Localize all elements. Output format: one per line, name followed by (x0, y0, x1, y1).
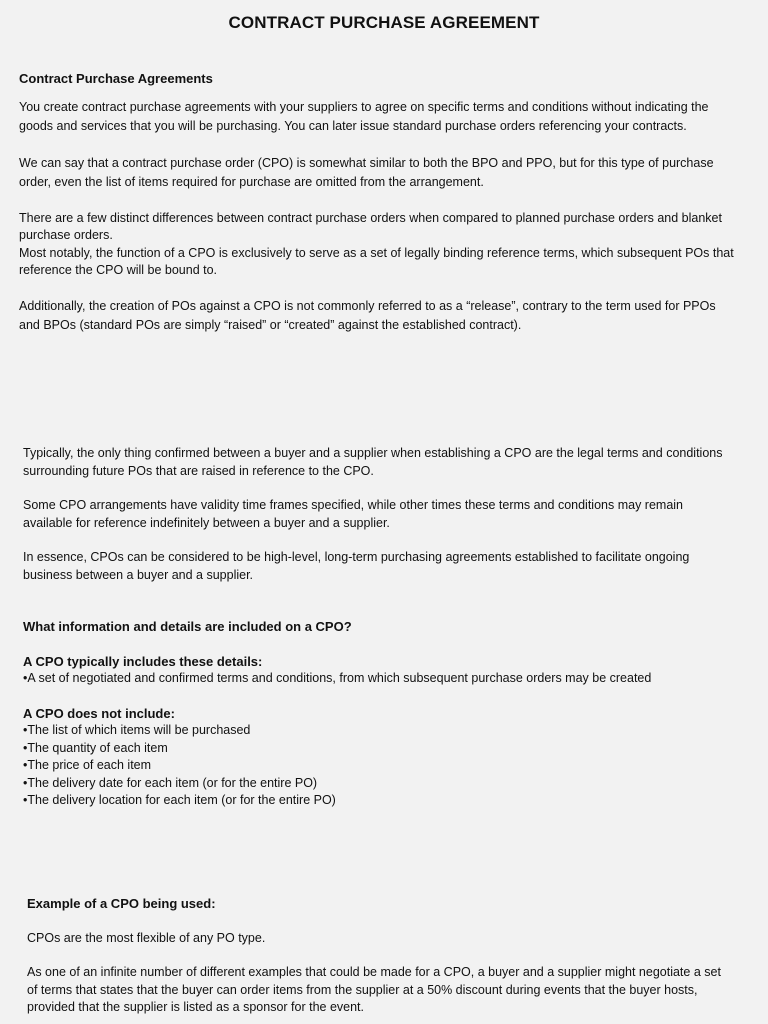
paragraph: Some CPO arrangements have validity time frames specified, while other times these terms and conditions may remain available for reference indefinitely between a buyer and a supplier. (23, 498, 684, 530)
list-item: •A set of negotiated and confirmed terms and conditions, from which subsequent purchase orders may be created (23, 671, 652, 685)
paragraph: As one of an infinite number of different examples that could be made for a CPO, a buyer and a supplier might negotiate a set of terms that states that the buyer can order items from the supplier at a 50% discount during events that the buyer hosts, provided that the supplier is listed as a sponsor for the event. (27, 965, 721, 1014)
paragraph: Additionally, the creation of POs against a CPO is not commonly referred to as a “release”, contrary to the term used for PPOs and BPOs (standard POs are simply “raised” or “created” against the established contract). (19, 298, 716, 332)
example-heading: Example of a CPO being used: (27, 896, 216, 911)
section-heading: Contract Purchase Agreements (19, 71, 213, 86)
paragraph: Most notably, the function of a CPO is exclusively to serve as a set of legally binding reference terms, which subsequent POs that reference the CPO will be bound to. (19, 245, 734, 277)
paragraph: There are a few distinct differences between contract purchase orders when compared to planned purchase orders and blanket purchase orders. (19, 210, 722, 242)
list-item: •The quantity of each item (23, 740, 168, 755)
paragraph: In essence, CPOs can be considered to be high-level, long-term purchasing agreements established to facilitate ongoing business between a buyer and a supplier. (23, 550, 690, 582)
list-item: •The list of which items will be purchased (23, 723, 251, 737)
paragraph: CPOs are the most flexible of any PO type. (27, 930, 266, 945)
paragraph: You create contract purchase agreements with your suppliers to agree on specific terms and conditions without indicating the goods and services that you will be purchasing. You can later issue standard purchase orders referencing your contracts. (19, 99, 709, 133)
paragraph: Typically, the only thing confirmed between a buyer and a supplier when establishing a CPO are the legal terms and conditions surrounding future POs that are raised in reference to the CPO. (23, 446, 723, 478)
section-contract-purchase-agreements (19, 69, 737, 336)
excludes-list (23, 722, 723, 810)
includes-list (23, 670, 723, 688)
list-item: •The price of each item (23, 758, 152, 772)
list-item: •The delivery date for each item (or for the entire PO) (23, 775, 318, 790)
paragraph: We can say that a contract purchase order (CPO) is somewhat similar to both the BPO and PPO, but for this type of purchase order, even the list of items required for purchase are omitted from the arrangement. (19, 155, 714, 189)
document-title: CONTRACT PURCHASE AGREEMENT (228, 13, 540, 32)
section-cpo-example (27, 895, 727, 1017)
includes-heading: A CPO typically includes these details: (23, 653, 263, 669)
list-item: •The delivery location for each item (or for the entire PO) (23, 793, 336, 807)
excludes-heading: A CPO does not include: (23, 705, 175, 721)
question-heading: What information and details are included on a CPO? (23, 619, 352, 634)
section-cpo-details (23, 445, 723, 810)
